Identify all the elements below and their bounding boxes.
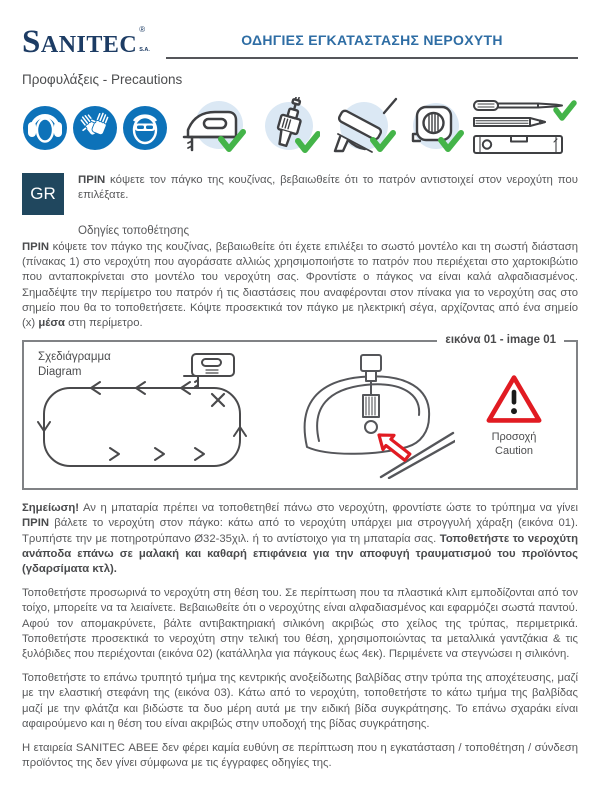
figure-01-label: εικόνα 01 - image 01: [437, 334, 564, 346]
figure-01: [22, 334, 578, 490]
precautions-heading: Προφυλάξεις - Precautions: [22, 72, 183, 87]
caution-label-en: Caution: [495, 445, 533, 458]
sink-drill-icon: [289, 351, 455, 479]
disclaimer-paragraph: Η εταιρεία SANITEC ΑΒΕΕ δεν φέρει καμία ευθύνη σε περίπτωση που η εγκατάσταση / τοποθέτηση / σύνδεση προϊόντος της δεν γίνει σύμφωνα με τις έγγραφες οδηγίες της.: [22, 742, 578, 770]
ear-protection-icon: [22, 105, 68, 151]
jigsaw-icon: [175, 97, 251, 159]
tape-measure-icon: [407, 97, 465, 159]
caulking-gun-icon: [326, 97, 400, 159]
pencil-icon: [474, 118, 545, 126]
registered-trademark-icon: ®: [139, 25, 146, 34]
fitting-paragraph: Τοποθετήστε προσωρινά το νεροχύτη στη θέση του. Σε περίπτωση που τα πλαστικά κλιπ εμποδίζονται από τον τοίχο, μπορείτε να τα λειαίνετε. Βεβαιωθείτε ότι ο νεροχύτης είναι αλφαδιασμένος και εφαρμόζει σωστά παντού. Αφού τον απομακρύνετε, βάλτε αντιβακτηριακή σιλικόνη ακριβώς στο χείλος της τρύπας, περιμετρικά. Τοποθετήστε προσεκτικά το νεροχύτη στην τελική του θέση, χρησιμοποιώντας τα μεταλλικά γαντζάκια & τις ξυλόβιδες που περιέχονται (εικόνα 02) (κατάλληλα για πάγκους έως 4εκ). Περιμένετε να στεγνώσει η σιλικόνη.: [22, 587, 578, 661]
drill-icon: [258, 97, 320, 159]
diagram-label-gr: Σχεδιάγραμμα: [38, 350, 111, 363]
face-shield-icon: [122, 105, 168, 151]
brand-name: SANITEC: [22, 24, 138, 60]
sanitec-logo: [22, 26, 162, 59]
header: [22, 0, 578, 59]
sink-drilling-illustration: [288, 351, 456, 479]
marking-tools-icon: [472, 97, 578, 159]
installation-subheading: Οδηγίες τοποθέτησης: [78, 224, 190, 237]
gr-section: [22, 173, 578, 215]
language-badge: GR: [22, 173, 64, 215]
protective-gloves-icon: [72, 105, 118, 151]
installation-paragraph: ΠΡΙΝ κόψετε τον πάγκο της κουζίνας, βεβαιωθείτε ότι έχετε επιλέξει το σωστό μοντέλο και τη σωστή διάσταση (πίνακας 1) στο νεροχύτη που αγοράσατε αλλιώς χρησιμοποιήστε το πατρόν που περιέχεται στο χαρτοκιβώτιο που ανταποκρίνεται στο μοντέλο του νεροχύτη σας. Φροντίστε ο πάγκος να είναι καλά αλφαδιασμένος. Σημαδέψτε την περίμετρο του πατρόν ή τις διαστάσεις που αναφέρονται στον πίνακα για το νεροχύτη σας στο σημείο που θα το τοποθετήσετε. Κόψτε προσεκτικά τον πάγκο με ηλεκτρική σέγα, αρχίζοντας από ένα σημείο (x) μέσα στη περίμετρο.: [22, 241, 578, 330]
valve-paragraph: Τοποθετήστε το επάνω τρυπητό τμήμα της κεντρικής ανοξείδωτης βαλβίδας στην τρύπα της αποχέτευσης, μαζί με την ελαστική στεφάνη της (εικόνα 03). Κάτω από το νεροχύτη, τοποθετήστε το κάτω τμήμα της βαλβίδας μαζί με την φλάτζα και βιδώστε τα δυο μέρη αυτά με την ειδική βίδα συγκράτησης. Το επάνω σχαράκι είναι αφαιρούμενο και η θέση του είναι ακριβώς στην υποδοχή της βίδας συγκράτησης.: [22, 672, 578, 730]
ppe-icons: [22, 105, 168, 151]
brand-marks: [139, 26, 150, 54]
page-title: ΟΔΗΓΙΕΣ ΕΓΚΑΤΑΣΤΑΣΗΣ ΝΕΡΟΧΥΤΗ: [241, 32, 503, 48]
warning-triangle-icon: [483, 372, 545, 426]
title-block: [166, 22, 578, 59]
caution-label-gr: Προσοχή: [491, 430, 537, 443]
cutting-diagram: [34, 352, 282, 479]
gr-intro-text: ΠΡΙΝ κόψετε τον πάγκο της κουζίνας, βεβαιωθείτε ότι το πατρόν αντιστοιχεί στον νεροχύτη που επιλέξατε.: [78, 174, 578, 202]
note-paragraph: Σημείωση! Αν η μπαταρία πρέπει να τοποθετηθεί πάνω στο νεροχύτη, φροντίστε ώστε το τρύπημα να γίνει ΠΡΙΝ βάλετε το νεροχύτη στον πάγκο: κάτω από το νεροχύτη υπάρχει μια στρογγυλή χάραξη (εικόνα 01). Τρυπήστε την με ποτηροτρύπανο Ø32-35χιλ. ή το αντίστοιχο για τη μπαταρία σας. Τοποθετήστε το νεροχύτη ανάποδα επάνω σε μαλακή και καθαρή επιφάνεια για την αποφυγή τραυματισμού του προϊόντος (γδαρσίματα κτλ).: [22, 502, 578, 576]
screwdriver-icon: [474, 101, 562, 110]
precaution-icons-row: [22, 96, 578, 160]
diagram-label-en: Diagram: [38, 365, 82, 378]
spirit-level-icon: [474, 136, 562, 153]
brand-suffix: S.A.: [139, 47, 150, 53]
caution-block: [462, 372, 566, 459]
